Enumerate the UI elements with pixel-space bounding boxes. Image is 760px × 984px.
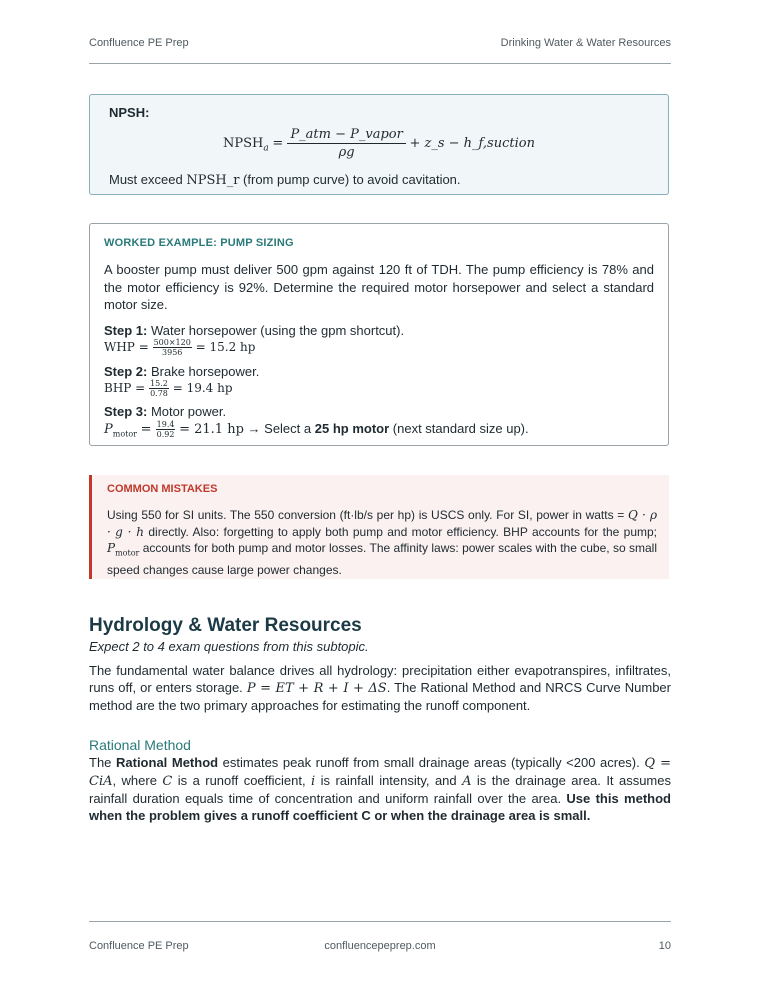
rational-var-a: A: [462, 774, 472, 789]
worked-example-title: WORKED EXAMPLE: PUMP SIZING: [104, 237, 294, 249]
step-3-lhs-sub: motor: [112, 429, 138, 439]
mistakes-math-c: P: [107, 541, 116, 555]
npsh-numerator: P_atm − P_vapor: [287, 127, 405, 144]
step-1-num: 500×120: [153, 338, 191, 347]
step-2-calc: [104, 379, 233, 398]
step-2-den: 0.78: [150, 389, 168, 398]
npsh-eq-lhs: NPSH: [223, 135, 264, 151]
section-title: Hydrology & Water Resources: [89, 615, 362, 636]
rational-var-c: C: [162, 774, 173, 789]
step-2-text: Brake horsepower.: [150, 364, 260, 379]
rational-text-d: is a runoff coefficient,: [177, 773, 306, 788]
step-3: [104, 404, 226, 419]
step-1-fraction: [153, 338, 192, 357]
rational-text-e: is rainfall intensity, and: [320, 773, 457, 788]
rational-var-i: i: [311, 774, 316, 789]
step-3-text: Motor power.: [150, 404, 227, 419]
rational-method-paragraph: [89, 754, 671, 824]
water-balance-text-a: The fundamental water balance drives all hydrology: precipitation either evapotranspires, infiltrates, runs off, or enters storage.: [89, 663, 671, 695]
footer-brand: Confluence PE Prep: [89, 940, 189, 952]
step-1-text: Water horsepower (using the gpm shortcut).: [150, 323, 405, 338]
water-balance-equation: P = ET + R + I + ΔS: [246, 681, 387, 696]
npsh-note-math: NPSH_r: [186, 173, 240, 188]
npsh-denominator: ρg: [338, 145, 355, 160]
step-2-fraction: [149, 379, 169, 398]
common-mistakes-title: COMMON MISTAKES: [107, 483, 218, 495]
mistakes-math-b: g · h: [115, 524, 145, 539]
step-2: [104, 364, 259, 379]
common-mistakes-text: [107, 507, 657, 578]
step-3-result: = 21.1 hp: [179, 421, 244, 437]
npsh-note-pre: Must exceed: [109, 172, 183, 187]
rational-usage-note: Use this method when the problem gives a runoff coefficient C or when the drainage area is small.: [89, 791, 671, 823]
rational-text-a: The: [89, 755, 112, 770]
npsh-note: [109, 172, 461, 188]
rational-text-c: , where: [112, 773, 157, 788]
mistakes-math-a: Q · ρ ·: [107, 508, 658, 539]
page-number: 10: [658, 940, 671, 952]
step-2-lhs: BHP =: [104, 381, 146, 395]
step-1-den: 3956: [162, 348, 183, 357]
page-header: [89, 36, 671, 64]
npsh-formula-box: [89, 94, 669, 195]
water-balance-text-b: . The Rational Method and NRCS Curve Number method are the two primary approaches for estimating the runoff component.: [89, 680, 671, 713]
rational-equation: Q = CiA: [89, 756, 671, 789]
mistakes-line-c: accounts for both pump and motor losses. The affinity laws: power scales with the cube, so small speed changes cause large power changes.: [107, 541, 657, 577]
section-subtitle: Expect 2 to 4 exam questions from this subtopic.: [89, 639, 369, 654]
rational-method-heading: Rational Method: [89, 737, 191, 753]
header-brand: Confluence PE Prep: [89, 37, 189, 49]
worked-example-problem: A booster pump must deliver 500 gpm against 120 ft of TDH. The pump efficiency is 78% and the motor efficiency is 92%. Determine the required motor horsepower and select a standard motor size.: [104, 262, 654, 312]
step-1-lhs: WHP =: [104, 340, 149, 354]
step-3-calc: $P_{motor}$ = $\frac{19.4}{0.92}$ = 21.1 hp → Select a 25 hp motor (next standard size up).: [104, 420, 529, 439]
mistakes-math-c-sub: motor: [115, 548, 140, 558]
step-1-calc: [104, 338, 255, 357]
common-mistakes-box: [89, 475, 669, 579]
step-3-label: Step 3:: [104, 404, 148, 419]
step-2-result: = 19.4 hp: [172, 381, 233, 395]
step-3-motor-size: 25 hp motor: [314, 420, 390, 436]
mistakes-line-b: directly. Also: forgetting to apply both pump and motor efficiency. BHP accounts for the pump;: [148, 524, 657, 539]
npsh-note-post: (from pump curve) to avoid cavitation.: [243, 172, 461, 187]
step-1-label: Step 1:: [104, 323, 148, 338]
water-balance-paragraph: [89, 662, 671, 714]
npsh-eq-lhs-sub: a: [263, 143, 269, 154]
step-1-result: = 15.2 hp: [195, 340, 256, 354]
worked-example-box: [89, 223, 669, 446]
npsh-eq-rest: + z_s − h_f,suction: [409, 135, 535, 151]
step-1: [104, 323, 404, 338]
step-3-fraction: [156, 420, 176, 439]
npsh-label: NPSH:: [109, 105, 150, 120]
step-3-select: → Select a: [247, 420, 312, 436]
footer-website: confluencepeprep.com: [324, 940, 436, 952]
step-3-den: 0.92: [156, 430, 175, 439]
step-2-label: Step 2:: [104, 364, 148, 379]
rational-bold-term: Rational Method: [116, 755, 219, 770]
mistakes-line-a: Using 550 for SI units. The 550 conversion (ft·lb/s per hp) is USCS only. For SI, power in watts =: [107, 508, 625, 522]
header-section-title: Drinking Water & Water Resources: [500, 37, 671, 49]
step-3-num: 19.4: [156, 420, 175, 429]
rational-text-b: estimates peak runoff from small drainage areas (typically <200 acres).: [222, 755, 640, 770]
npsh-equation: $NPSH_a$ = $\frac{\text{P\_atm − P\_vapor}}{\rho g}$ + z_s − h_f,suction: [223, 127, 535, 160]
step-3-lhs: P: [104, 421, 113, 437]
npsh-fraction: [287, 127, 405, 160]
step-3-tail: (next standard size up).: [392, 420, 529, 436]
rational-text-f: is the drainage area. It assumes rainfall duration equals time of concentration and uniform rainfall over the area.: [89, 773, 671, 806]
step-2-num: 15.2: [150, 379, 168, 388]
page-footer: [89, 921, 671, 952]
